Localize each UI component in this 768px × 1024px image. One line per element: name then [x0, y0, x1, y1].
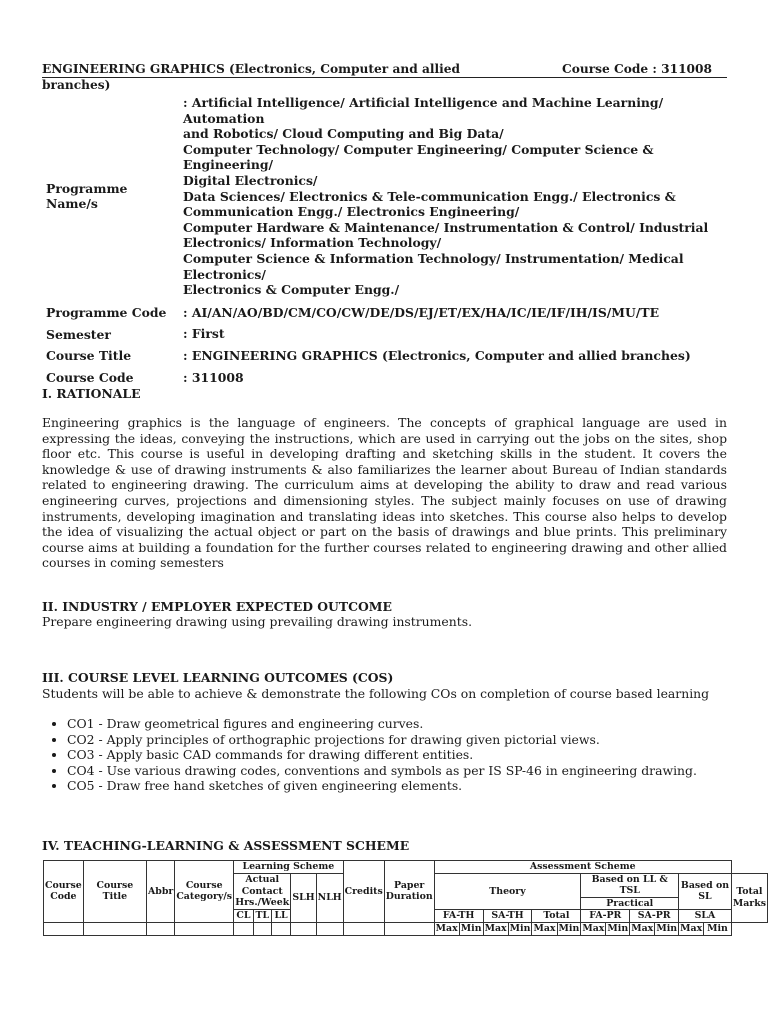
course-title-label: Course Title	[46, 348, 132, 364]
list-item: • CO3 - Apply basic CAD commands for drawing different entities.	[67, 747, 697, 763]
col-slh: SLH	[291, 873, 316, 922]
programme-names-line: Computer Technology/ Computer Engineering/ Computer Science & Engineering/	[183, 141, 654, 173]
course-title-value: : ENGINEERING GRAPHICS (Electronics, Computer and allied branches)	[183, 347, 691, 363]
course-meta-table	[42, 95, 728, 388]
industry-heading: II. INDUSTRY / EMPLOYER EXPECTED OUTCOME	[42, 599, 392, 614]
list-item: • CO5 - Draw free hand sketches of given engineering elements.	[67, 778, 697, 794]
list-item: • CO4 - Use various drawing codes, conventions and symbols as per IS SP-46 in engineering drawing.	[67, 763, 697, 779]
col-abbr: Abbr	[147, 861, 175, 923]
semester-row	[42, 323, 728, 345]
empty-cell	[384, 922, 434, 935]
programme-names-line: Computer Science & Information Technology/ Instrumentation/ Medical Electronics/	[183, 250, 684, 282]
course-code-row	[42, 367, 728, 389]
min-label: Min	[704, 922, 732, 935]
programme-code-label: Programme Code	[46, 305, 167, 321]
course-title-row	[42, 345, 728, 367]
programme-names-line: Computer Hardware & Maintenance/ Instrumentation & Control/ Industrial	[183, 219, 709, 235]
empty-cell	[253, 922, 271, 935]
list-item: • CO2 - Apply principles of orthographic projections for drawing given pictorial views.	[67, 732, 697, 748]
empty-cell	[343, 922, 384, 935]
cos-heading: III. COURSE LEVEL LEARNING OUTCOMES (COS)	[42, 670, 394, 685]
col-ll: LL	[271, 910, 291, 923]
col-course-category: Course Category/s	[175, 861, 234, 923]
col-total-marks: Total Marks	[731, 873, 767, 922]
header-title-continued: branches)	[42, 78, 111, 92]
programme-code-row	[42, 298, 728, 324]
col-nlh: NLH	[316, 873, 343, 922]
cos-intro: Students will be able to achieve & demonstrate the following COs on completion of course based learning	[42, 686, 710, 701]
course-code-label: Course Code	[46, 369, 134, 385]
practical-header: Practical	[581, 897, 679, 910]
max-label: Max	[533, 922, 556, 934]
min-label: Min	[607, 922, 629, 934]
min-label: Min	[656, 922, 678, 934]
empty-cell	[271, 922, 291, 935]
scheme-heading: IV. TEACHING-LEARNING & ASSESSMENT SCHEME	[42, 838, 410, 853]
header-course-code: Course Code : 311008	[562, 62, 712, 76]
rationale-heading: I. RATIONALE	[42, 386, 141, 401]
programme-names-line: and Robotics/ Cloud Computing and Big Data/	[183, 126, 504, 142]
min-label: Min	[558, 922, 580, 934]
col-total: Total	[532, 910, 581, 923]
programme-names-line: Data Sciences/ Electronics & Tele-communication Engg./ Electronics &	[183, 188, 676, 204]
max-label: Max	[631, 922, 654, 934]
programme-names-value	[179, 95, 728, 298]
teaching-learning-table	[43, 860, 768, 936]
empty-cell	[175, 922, 234, 935]
actual-contact-header: Actual Contact Hrs./Week	[235, 874, 290, 909]
col-tl: TL	[253, 910, 271, 923]
semester-value: : First	[183, 326, 225, 342]
empty-cell	[291, 922, 316, 935]
empty-cell	[234, 922, 254, 935]
min-label: Min	[509, 922, 531, 934]
page-header	[42, 62, 727, 78]
col-course-code: Course Code	[44, 861, 84, 923]
programme-names-line: : Artificial Intelligence/ Artificial Intelligence and Machine Learning/ Automation	[183, 95, 664, 126]
programme-code-value: : AI/AN/AO/BD/CM/CO/CW/DE/DS/EJ/ET/EX/HA/IC/IE/IF/IH/IS/MU/TE	[183, 304, 660, 320]
learning-scheme-header: Learning Scheme	[234, 861, 344, 874]
theory-header: Theory	[434, 873, 581, 910]
semester-label: Semester	[46, 326, 111, 342]
min-label: Min	[460, 922, 482, 934]
assessment-scheme-header: Assessment Scheme	[434, 861, 731, 874]
cos-list	[42, 716, 697, 794]
programme-names-line: Electronics/ Information Technology/	[183, 235, 442, 251]
empty-cell	[316, 922, 343, 935]
programme-names-row	[42, 95, 728, 298]
max-label: Max	[680, 922, 703, 934]
industry-body: Prepare engineering drawing using prevailing drawing instruments.	[42, 614, 473, 629]
col-paper-duration: Paper Duration	[384, 861, 434, 923]
based-sl-header: Based on SL	[679, 873, 732, 910]
course-code-value: : 311008	[183, 369, 244, 385]
col-sa-th: SA-TH	[483, 910, 532, 923]
col-credits: Credits	[343, 861, 384, 923]
col-fa-pr: FA-PR	[581, 910, 630, 923]
empty-cell	[44, 922, 84, 935]
col-fa-th: FA-TH	[434, 910, 483, 923]
programme-names-line: Digital Electronics/	[183, 172, 318, 188]
list-item: • CO1 - Draw geometrical figures and engineering curves.	[67, 716, 697, 732]
header-title: ENGINEERING GRAPHICS (Electronics, Computer and allied	[42, 62, 461, 76]
empty-cell	[147, 922, 175, 935]
max-label: Max	[484, 922, 507, 934]
programme-names-line: Electronics & Computer Engg./	[183, 282, 400, 298]
empty-cell	[83, 922, 146, 935]
col-course-title: Course Title	[83, 861, 146, 923]
based-ll-tsl-header: Based on LL & TSL	[581, 873, 679, 897]
programme-names-line: Communication Engg./ Electronics Engineering/	[183, 204, 520, 220]
max-label: Max	[582, 922, 605, 934]
programme-names-label: Programme Name/s	[46, 181, 128, 212]
col-cl: CL	[234, 910, 254, 923]
max-label: Max	[435, 922, 458, 934]
col-sla: SLA	[679, 910, 732, 923]
rationale-body: Engineering graphics is the language of engineers. The concepts of graphical language are used in expressing the ideas, conveying the instructions, which are used in carrying out the jobs on the sites, shop floor etc. This course is useful in developing drafting and sketching skills in the student. It covers the knowledge & use of drawing instruments & also familiarizes the learner about Bureau of Indian standards related to engineering drawing. The curriculum aims at developing the ability to draw and read various engineering curves, projections and dimensioning styles. The subject mainly focuses on use of drawing instruments, developing imagination and translating ideas into sketches. This course also helps to develop the idea of visualizing the actual object or part on the basis of drawings and blue prints. This preliminary course aims at building a foundation for the further courses related to engineering drawing and other allied courses in coming semesters	[42, 415, 727, 571]
col-sa-pr: SA-PR	[630, 910, 679, 923]
